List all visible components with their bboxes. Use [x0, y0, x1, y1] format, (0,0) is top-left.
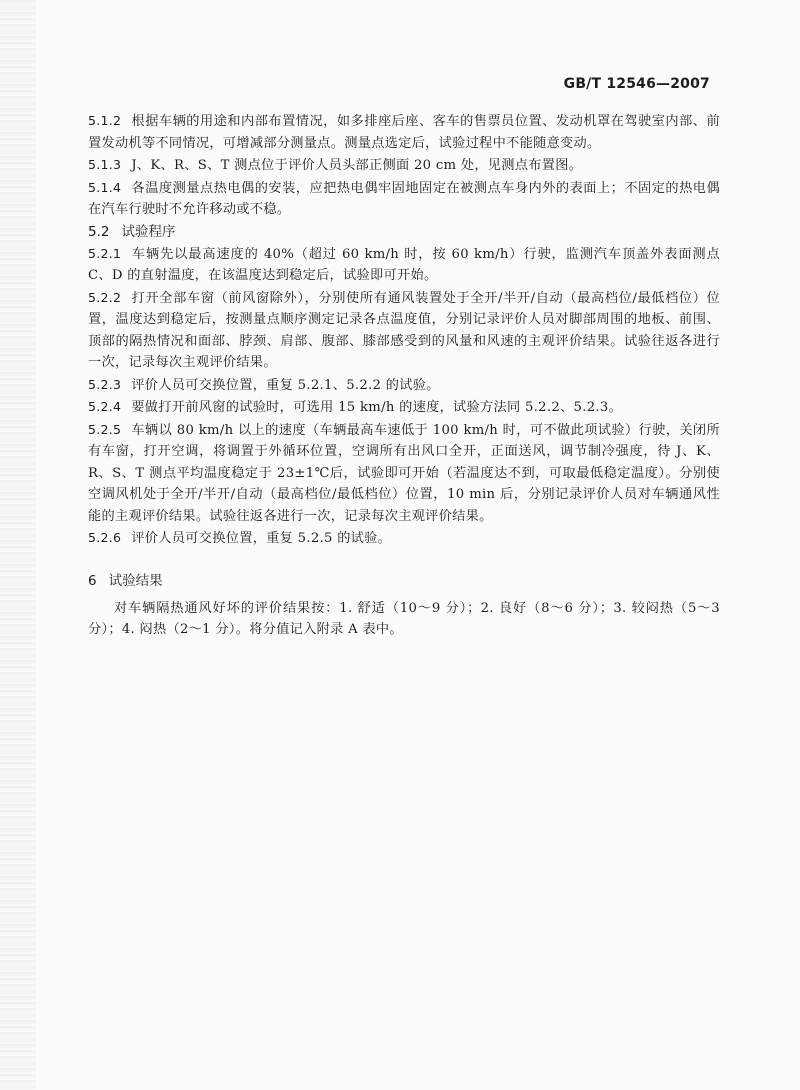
clause-paragraph	[88, 527, 720, 550]
clause-number: 5.2.6	[88, 530, 122, 545]
section-heading	[88, 570, 720, 592]
clause-number: 5.2.2	[88, 289, 122, 305]
heading-text: 试验程序	[121, 223, 176, 240]
clause-text: 根据车辆的用途和内部布置情况，如多排座后座、客车的售票员位置、发动机罩在驾驶室内部、前置发动机等不同情况，可增减部分测量点。测量点选定后，试验过程中不能随意变动。	[88, 114, 720, 151]
clause-text: 车辆先以最高速度的 40%（超过 60 km/h 时，按 60 km/h）行驶，监测汽车顶盖外表面测点 C、D 的直射温度，在该温度达到稳定后，试验即可开始。	[88, 246, 720, 283]
clause-paragraph	[88, 374, 720, 397]
clause-paragraph	[88, 110, 720, 154]
clause-paragraph	[88, 287, 720, 374]
clause-number: 5.2	[88, 223, 110, 240]
clause-text: 评价人员可交换位置，重复 5.2.1、5.2.2 的试验。	[131, 377, 440, 393]
clause-number: 5.2.5	[88, 421, 122, 437]
scan-edge-shading	[0, 0, 36, 1090]
clause-number: 5.1.2	[88, 113, 122, 128]
clause-text: 评价人员可交换位置，重复 5.2.5 的试验。	[131, 531, 392, 546]
clause-paragraph	[88, 177, 720, 221]
clause-paragraph	[88, 154, 720, 177]
clause-paragraph	[88, 419, 720, 528]
clause-text: 车辆以 80 km/h 以上的速度（车辆最高车速低于 100 km/h 时，可不做此项试验）行驶，关闭所有车窗，打开空调，将调置于外循环位置，空调所有出风口全开，正面送风，调节制冷强度，待 J、K、R、S、T 测点平均温度稳定于 23±1℃后，试验即可开始（若温度达不到，可取最低稳定温度）。分别使空调风机处于全开/半开/自动（最高档位/最低档位）位置，10 min 后，分别记录评价人员对车辆通风性能的主观评价结果。试验往返各进行一次，记录每次主观评价结果。	[88, 422, 720, 524]
paragraph	[88, 598, 720, 641]
clause-paragraph	[88, 396, 720, 419]
clause-number: 5.2.4	[88, 399, 122, 414]
clause-number: 5.1.4	[88, 179, 122, 195]
heading-text: 试验结果	[108, 572, 163, 589]
clause-paragraph	[88, 243, 720, 287]
clause-text: 各温度测量点热电偶的安装，应把热电偶牢固地固定在被测点车身内外的表面上；不固定的热电偶在汽车行驶时不允许移动或不稳。	[88, 180, 720, 217]
clause-number: 5.1.3	[88, 157, 122, 172]
section-heading	[88, 221, 720, 243]
clause-number: 5.2.3	[88, 376, 122, 392]
clause-text: 打开全部车窗（前风窗除外），分别使所有通风装置处于全开/半开/自动（最高档位/最低档位）位置，温度达到稳定后，按测量点顺序测定记录各点温度值，分别记录评价人员对脚部周围的地板、前围、顶部的隔热情况和面部、脖颈、肩部、腹部、膝部感受到的风量和风速的主观评价结果。试验往返各进行一次，记录每次主观评价结果。	[88, 290, 720, 370]
clause-text: 要做打开前风窗的试验时，可选用 15 km/h 的速度，试验方法同 5.2.2、5.2.3。	[131, 400, 623, 415]
clause-text: J、K、R、S、T 测点位于评价人员头部正侧面 20 cm 处，见测点布置图。	[131, 158, 583, 173]
document-body	[88, 110, 720, 641]
standard-code-header: GB/T 12546—2007	[563, 76, 710, 92]
clause-number: 6	[88, 572, 97, 589]
clause-text: 对车辆隔热通风好坏的评价结果按：1. 舒适（10～9 分）；2. 良好（8～6 分）；3. 较闷热（5～3 分）；4. 闷热（2～1 分）。将分值记入附录 A 表中。	[88, 600, 720, 637]
clause-number: 5.2.1	[88, 245, 122, 261]
section-spacer	[88, 550, 720, 570]
